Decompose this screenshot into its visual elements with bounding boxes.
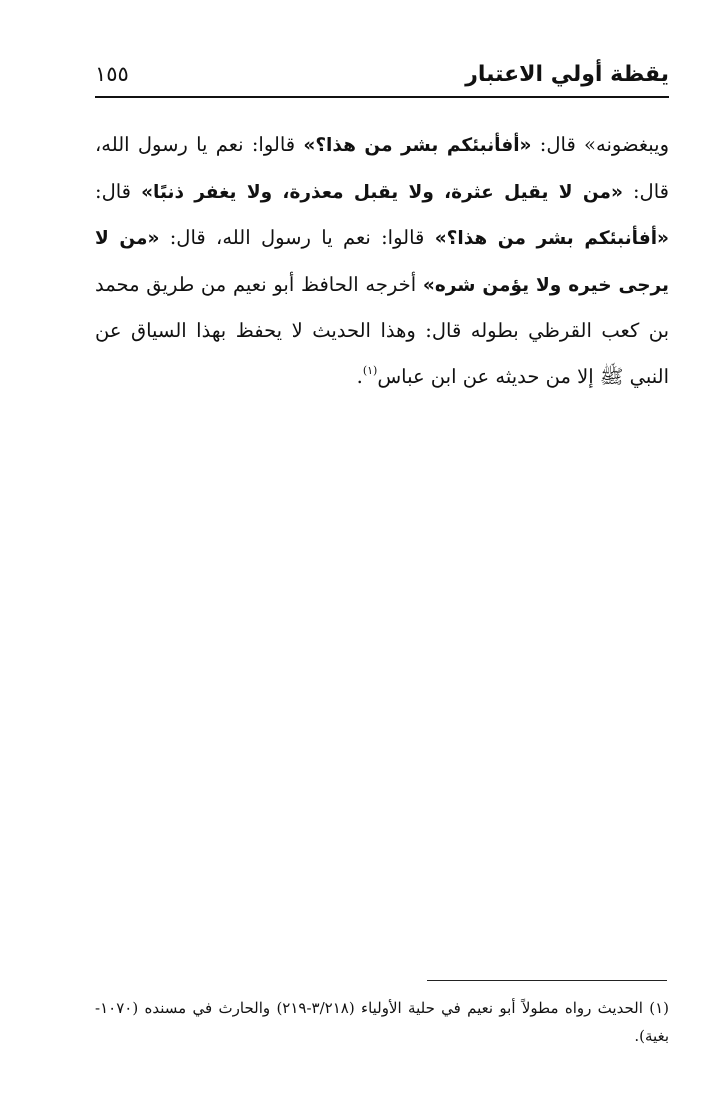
body-text-run: .: [356, 364, 363, 388]
footnote-separator: [427, 980, 667, 981]
quoted-hadith-text: «من لا يرجى خيره ولا يؤمن شره»: [95, 228, 670, 296]
quoted-hadith-text: «أفأنبئكم بشر من هذا؟»: [434, 228, 669, 249]
footnote: (١) الحديث رواه مطولاً أبو نعيم في حلية الأولياء (٣/٢١٨-٢١٩) والحارث في مسنده (١٠٧٠- بغية).: [95, 999, 669, 1045]
running-title: يقظة أولي الاعتبار: [465, 62, 669, 87]
page-header: [95, 62, 669, 98]
body-text-run: قالوا: نعم يا رسول الله، قال:: [159, 226, 435, 249]
body-text-run: ويبغضونه» قال:: [531, 133, 669, 156]
body-text-run: قال:: [95, 179, 142, 203]
body-paragraph: [95, 122, 669, 399]
body-text-run: قالوا: نعم يا رسول الله، قال:: [95, 133, 669, 203]
quoted-hadith-text: «من لا يقيل عثرة، ولا يقبل معذرة، ولا يغفر ذنبًا»: [141, 181, 623, 203]
page-number: ١٥٥: [95, 62, 129, 86]
quoted-hadith-text: «أفأنبئكم بشر من هذا؟»: [303, 135, 532, 156]
body-text-run: أخرجه الحافظ أبو نعيم من طريق محمد بن كعب القرظي بطوله قال: وهذا الحديث لا يحفظ بهذا السياق عن النبي ﷺ إلا من حديثه عن ابن عباس: [95, 272, 669, 388]
footnote-reference[interactable]: (١): [362, 363, 378, 377]
